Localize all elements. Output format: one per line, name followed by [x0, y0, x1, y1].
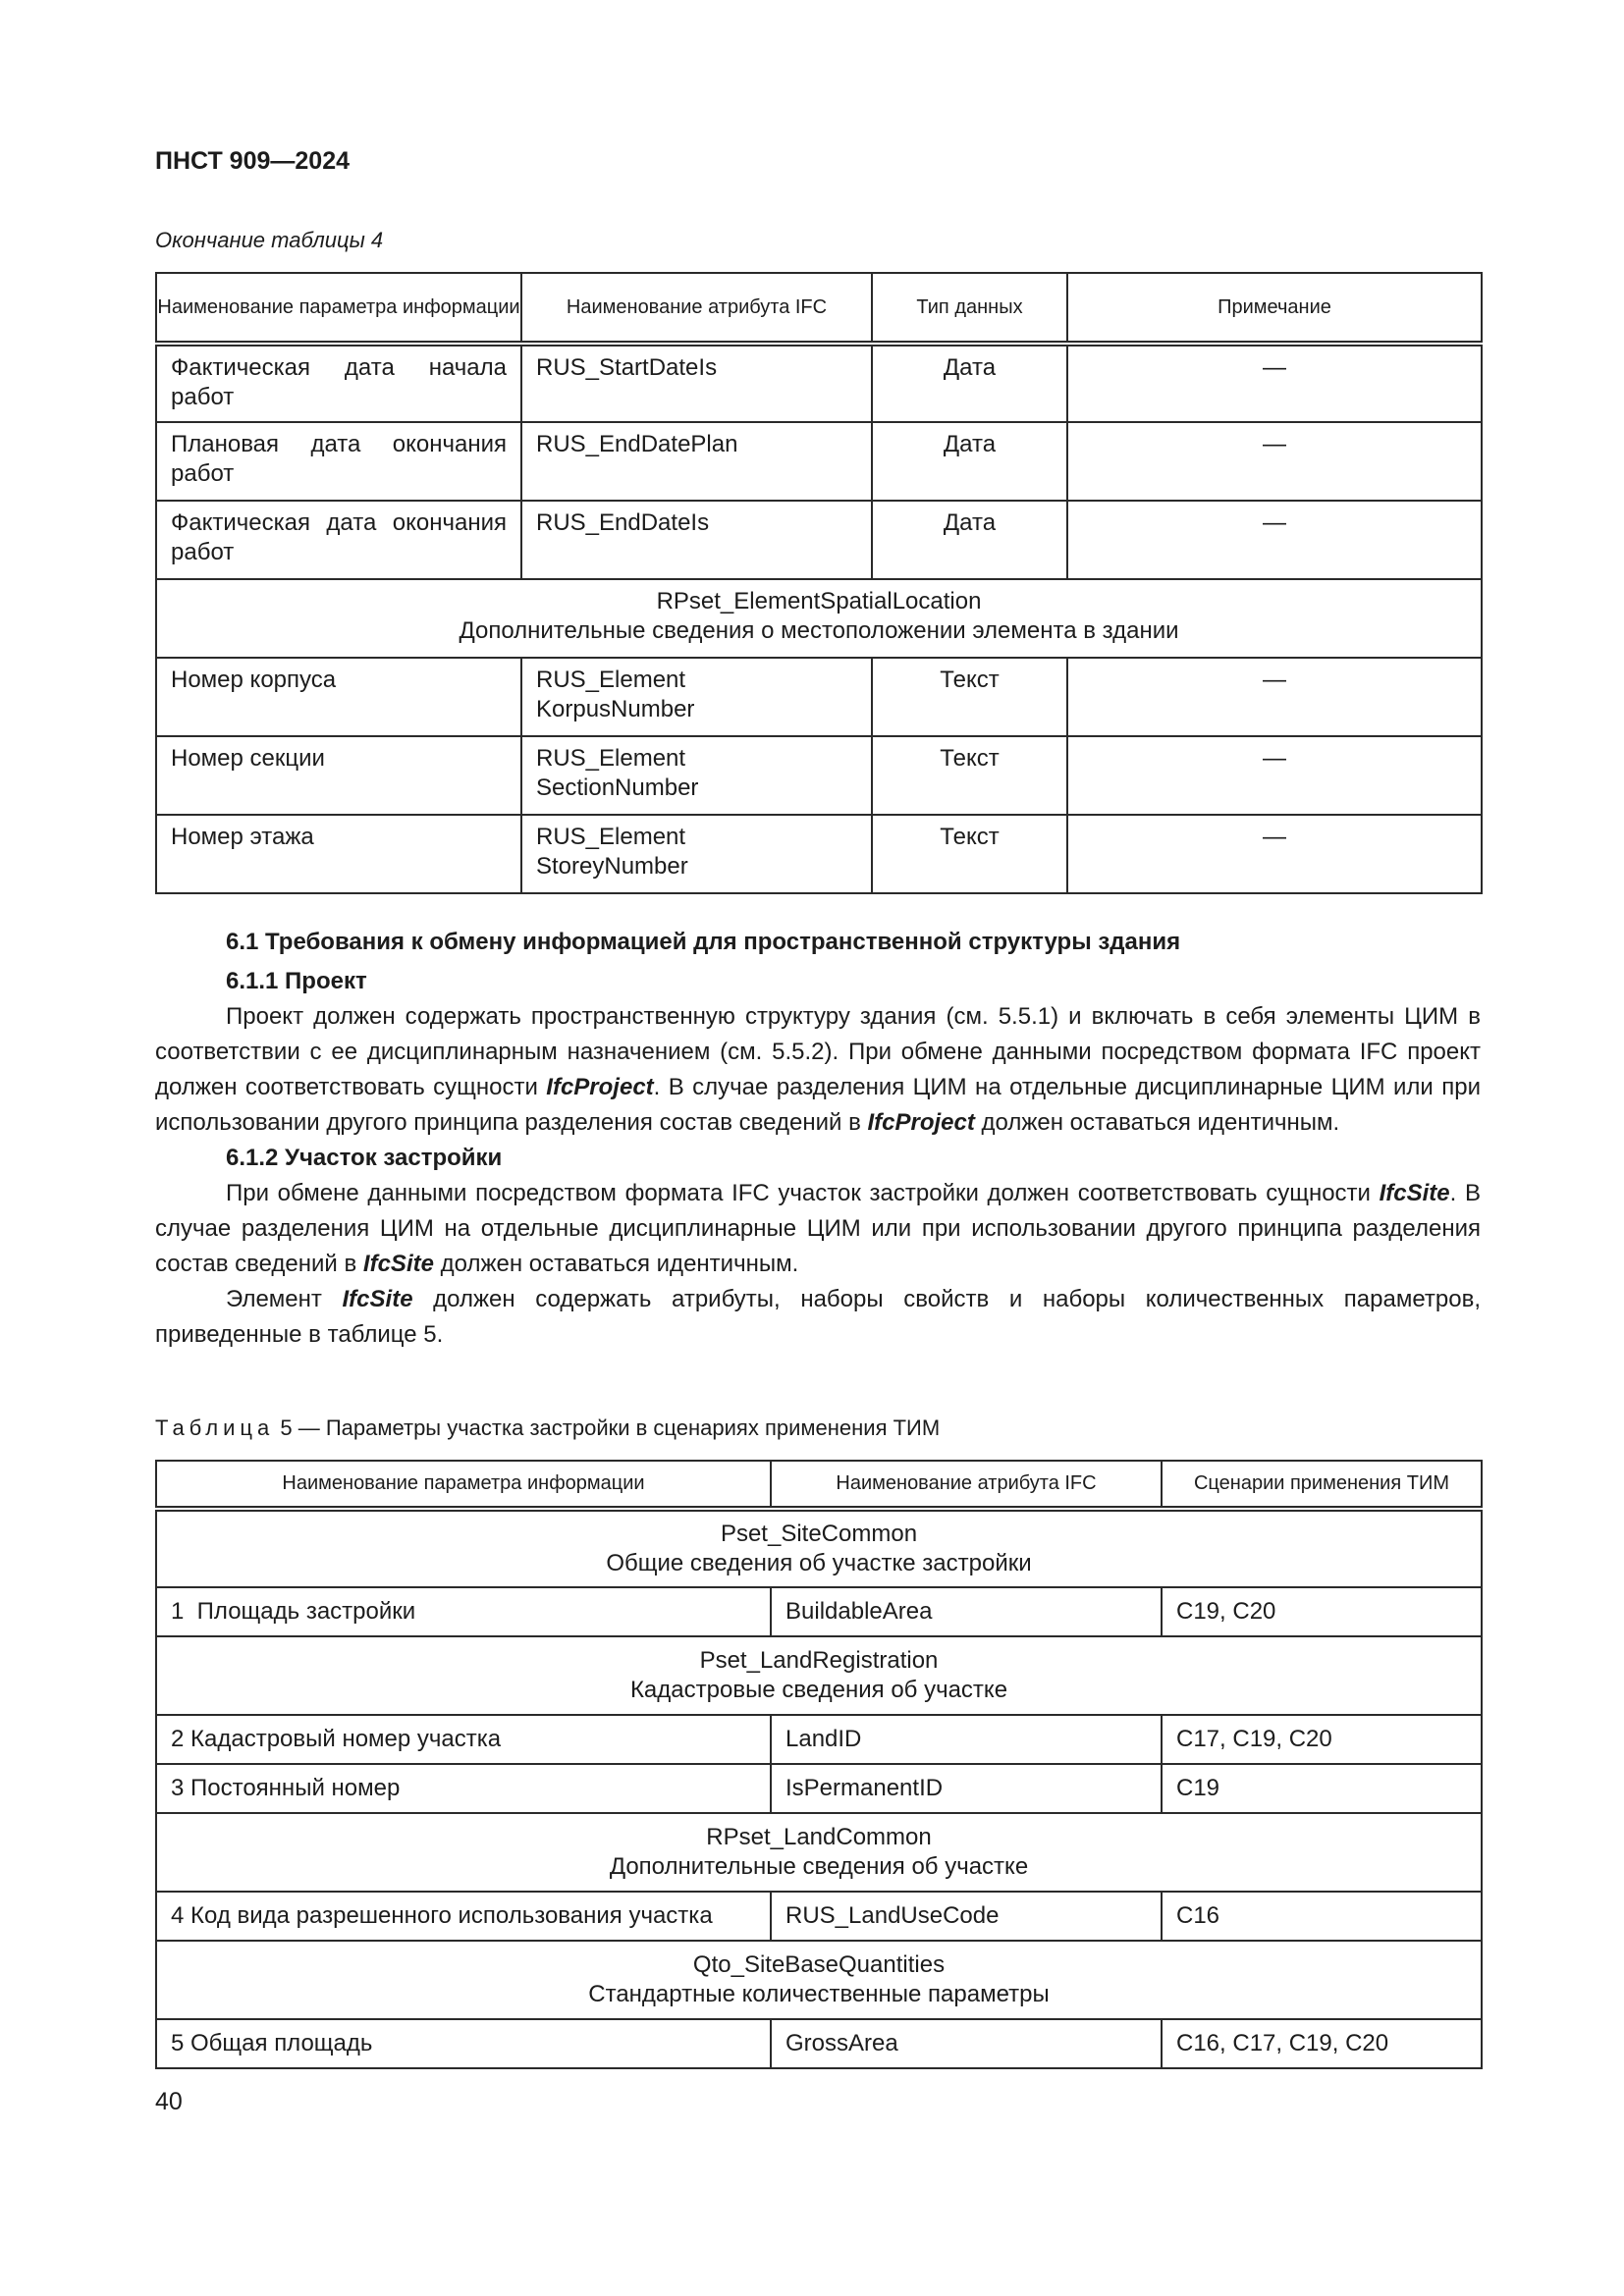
document-id: ПНСТ 909—2024 [155, 147, 350, 175]
group-cell [156, 579, 1482, 658]
param-name: 1 Площадь застройки [156, 1587, 771, 1636]
ifc-attribute: LandID [771, 1715, 1162, 1764]
group-subtitle: Дополнительные сведения о местоположении элемента в здании [459, 617, 1179, 644]
paragraph: Элемент IfcSite должен содержать атрибуты, наборы свойств и наборы количественных параметров, приведенные в таблице 5. [155, 1286, 1481, 1348]
group-row [156, 1509, 1482, 1587]
table-row [156, 2019, 1482, 2068]
entity-name: IfcSite [1379, 1180, 1450, 1206]
ifc-attribute: GrossArea [771, 2019, 1162, 2068]
param-name: 5 Общая площадь [156, 2019, 771, 2068]
column-header: Тип данных [872, 273, 1067, 344]
param-name: Номер этажа [156, 815, 521, 893]
table-row [156, 344, 1482, 422]
param-name: Плановая дата окончания работ [156, 422, 521, 501]
column-header: Наименование параметра информации [156, 273, 521, 344]
table-row [156, 422, 1482, 501]
note: — [1067, 422, 1482, 501]
ifc-attribute-line: RUS_Element [536, 824, 686, 850]
group-cell [156, 1509, 1482, 1587]
group-title: Qto_SiteBaseQuantities [692, 1951, 946, 1978]
table-row [156, 658, 1482, 736]
group-row [156, 1636, 1482, 1715]
group-cell [156, 1941, 1482, 2019]
column-header: Наименование атрибута IFC [521, 273, 872, 344]
group-title: RPset_LandCommon [706, 1824, 932, 1850]
table-row [156, 1764, 1482, 1813]
page-number: 40 [155, 2088, 183, 2115]
note: — [1067, 344, 1482, 422]
table-row [156, 1715, 1482, 1764]
paragraph: Проект должен содержать пространственную структуру здания (см. 5.5.1) и включать в себя элементы ЦИМ в соответствии с ее дисциплинарным назначением (см. 5.5.2). При обмене данными посредством формата IFC проект должен соответствовать сущности IfcProject. В случае разделения ЦИМ на отдельные дисциплинарные ЦИМ или при использовании другого принципа разделения состав сведений в IfcProject должен оставаться идентичным. [155, 1003, 1481, 1136]
ifc-attribute-line: StoreyNumber [536, 853, 688, 880]
group-subtitle: Дополнительные сведения об участке [609, 1853, 1029, 1880]
ifc-attribute: RUS_EndDateIs [521, 501, 872, 579]
ifc-attribute: RUS_StartDateIs [521, 344, 872, 422]
data-type: Дата [872, 422, 1067, 501]
group-title: Pset_LandRegistration [699, 1647, 939, 1674]
param-name: Номер секции [156, 736, 521, 815]
section-body [155, 925, 1481, 1353]
ifc-attribute: IsPermanentID [771, 1764, 1162, 1813]
column-header: Наименование атрибута IFC [771, 1461, 1162, 1509]
group-subtitle: Общие сведения об участке застройки [606, 1550, 1032, 1576]
column-header: Примечание [1067, 273, 1482, 344]
group-title: Pset_SiteCommon [720, 1521, 918, 1547]
table5-header-row [156, 1461, 1482, 1509]
note: — [1067, 501, 1482, 579]
section-heading: 6.1 Требования к обмену информацией для пространственной структуры здания [226, 929, 1181, 955]
ifc-attribute-line: SectionNumber [536, 774, 699, 801]
subsection-heading: 6.1.2 Участок застройки [226, 1145, 503, 1171]
group-cell [156, 1813, 1482, 1892]
param-name: 2 Кадастровый номер участка [156, 1715, 771, 1764]
note: — [1067, 815, 1482, 893]
table-row [156, 501, 1482, 579]
group-title: RPset_ElementSpatialLocation [656, 588, 982, 614]
param-name: Фактическая дата начала работ [156, 344, 521, 422]
group-subtitle: Кадастровые сведения об участке [629, 1677, 1008, 1703]
param-name: 3 Постоянный номер [156, 1764, 771, 1813]
ifc-attribute: BuildableArea [771, 1587, 1162, 1636]
table-5 [155, 1460, 1483, 2069]
paragraph: При обмене данными посредством формата IFC участок застройки должен соответствовать сущности IfcSite. В случае разделения ЦИМ на отдельные дисциплинарные ЦИМ или при использовании другого принципа разделения состав сведений в IfcSite должен оставаться идентичным. [155, 1180, 1482, 1277]
table-row [156, 1892, 1482, 1941]
param-name: Номер корпуса [156, 658, 521, 736]
ifc-attribute-line: RUS_Element [536, 745, 686, 772]
group-subtitle: Стандартные количественные параметры [588, 1981, 1050, 2007]
group-row [156, 579, 1482, 658]
table-4 [155, 272, 1483, 894]
data-type: Дата [872, 501, 1067, 579]
table-row [156, 815, 1482, 893]
ifc-attribute [521, 658, 872, 736]
scenarios: С16 [1162, 1892, 1482, 1941]
entity-name: IfcSite [342, 1286, 413, 1312]
subsection-heading: 6.1.1 Проект [226, 968, 367, 994]
scenarios: С16, С17, С19, С20 [1162, 2019, 1482, 2068]
entity-name: IfcSite [362, 1251, 434, 1277]
ifc-attribute [521, 736, 872, 815]
group-row [156, 1941, 1482, 2019]
ifc-attribute-line: KorpusNumber [536, 696, 695, 722]
group-row [156, 1813, 1482, 1892]
scenarios: С17, С19, С20 [1162, 1715, 1482, 1764]
data-type: Текст [872, 736, 1067, 815]
scenarios: С19 [1162, 1764, 1482, 1813]
data-type: Дата [872, 344, 1067, 422]
ifc-attribute: RUS_LandUseCode [771, 1892, 1162, 1941]
ifc-attribute-line: RUS_Element [536, 667, 686, 693]
ifc-attribute [521, 815, 872, 893]
group-cell [156, 1636, 1482, 1715]
entity-name: IfcProject [867, 1109, 975, 1136]
column-header: Наименование параметра информации [156, 1461, 771, 1509]
entity-name: IfcProject [546, 1074, 654, 1100]
table-row [156, 736, 1482, 815]
note: — [1067, 658, 1482, 736]
note: — [1067, 736, 1482, 815]
param-name: Фактическая дата окончания работ [156, 501, 521, 579]
data-type: Текст [872, 815, 1067, 893]
param-name: 4 Код вида разрешенного использования участка [156, 1892, 771, 1941]
column-header: Сценарии применения ТИМ [1162, 1461, 1482, 1509]
ifc-attribute: RUS_EndDatePlan [521, 422, 872, 501]
table-row [156, 1587, 1482, 1636]
data-type: Текст [872, 658, 1067, 736]
table5-caption: Таблица 5 — Параметры участка застройки в сценариях применения ТИМ [155, 1415, 941, 1440]
table4-header-row [156, 273, 1482, 344]
scenarios: С19, С20 [1162, 1587, 1482, 1636]
table4-caption: Окончание таблицы 4 [155, 228, 384, 252]
